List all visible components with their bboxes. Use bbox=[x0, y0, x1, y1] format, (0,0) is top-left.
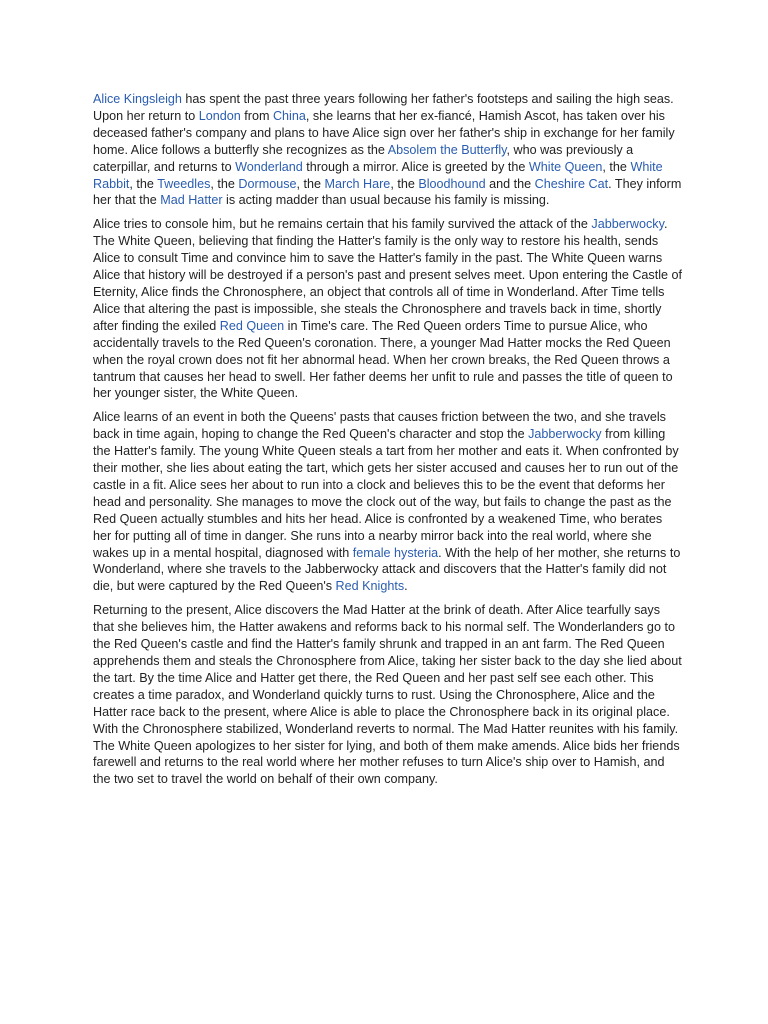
paragraph-text: from bbox=[240, 108, 273, 123]
link-dormouse[interactable]: Dormouse bbox=[238, 176, 297, 191]
paragraph-text: , the bbox=[296, 176, 325, 191]
paragraph-2 bbox=[93, 216, 683, 402]
paragraph-text: is acting madder than usual because his family is missing. bbox=[222, 193, 550, 208]
paragraph-text: . With the help of her mother, she returns to Wonderland, where she travels to the Jabberwocky attack and discovers that the Hatter's family did not die, but were captured by the Red Queen's bbox=[93, 545, 681, 594]
link-jabberwocky[interactable]: Jabberwocky bbox=[528, 427, 602, 442]
paragraph-text: Returning to the present, Alice discovers the Mad Hatter at the brink of death. After Alice tearfully says that she believes him, the Hatter awakens and reforms back to his normal self. The Wonderlanders go to the Red Queen's castle and find the Hatter's family shrunk and trapped in an ant farm. The Red Queen apprehends them and steals the Chronosphere from Alice, taking her sister back to the day she lied about the tart. By the time Alice and Hatter get there, the Red Queen and her past self see each other. This creates a time paradox, and Wonderland quickly turns to rust. Using the Chronosphere, Alice and the Hatter race back to the present, where Alice is able to place the Chronosphere back in its original place. With the Chronosphere stabilized, Wonderland reverts to normal. The Mad Hatter reunites with his family. The White Queen apologizes to her sister for lying, and both of them make amends. Alice bids her friends farewell and returns to the real world where her mother refuses to turn Alice's ship over to Hamish, and the two set to travel the world on behalf of their own company. bbox=[93, 603, 682, 787]
link-march-hare[interactable]: March Hare bbox=[324, 176, 391, 191]
paragraph-text: , the bbox=[390, 176, 419, 191]
link-mad-hatter[interactable]: Mad Hatter bbox=[160, 193, 223, 208]
paragraph-text: , she learns that her ex-fiancé, Hamish Ascot, has taken over his deceased father's company and plans to have Alice sign over her father's ship in exchange for her family home. Alice follows a butterfly she recognizes as the bbox=[93, 108, 675, 157]
paragraph-text: from killing the Hatter's family. The young White Queen steals a tart from her mother and eats it. When confronted by their mother, she lies about eating the tart, which gets her sister accused and causes her to run out of the castle in a fit. Alice sees her about to run into a clock and believes this to be the event that deforms her head and personality. She manages to move the clock out of the way, but fails to change the past as the Red Queen actually stumbles and hits her head. Alice is confronted by a weakened Time, who berates her for putting all of time in danger. She runs into a nearby mirror back into the real world, where she wakes up in a mental hospital, diagnosed with bbox=[93, 427, 679, 560]
link-jabberwocky[interactable]: Jabberwocky bbox=[591, 217, 664, 232]
paragraph-text: Alice learns of an event in both the Queens' pasts that causes friction between the two, and she travels back in time again, hoping to change the Red Queen's character and stop the bbox=[93, 410, 666, 442]
paragraph-text: . The White Queen, believing that finding the Hatter's family is the only way to restore his health, sends Alice to consult Time and convince him to save the Hatter's family in the past. The White Queen warns Alice that history will be destroyed if a person's past and present selves meet. Upon entering the Castle of Eternity, Alice finds the Chronosphere, an object that controls all of time in Wonderland. After Time tells Alice that altering the past is impossible, she steals the Chronosphere and travels back in time, shortly after finding the exiled bbox=[93, 217, 683, 333]
link-tweedles[interactable]: Tweedles bbox=[157, 176, 211, 191]
paragraph-text: . bbox=[404, 579, 408, 594]
paragraph-text: . They inform her that the bbox=[93, 176, 682, 208]
paragraph-text: , the bbox=[602, 159, 631, 174]
paragraph-4 bbox=[93, 602, 683, 788]
paragraph-3 bbox=[93, 409, 683, 595]
link-white-rabbit[interactable]: White Rabbit bbox=[93, 159, 663, 191]
paragraph-text: Alice tries to console him, but he remains certain that his family survived the attack of the bbox=[93, 217, 592, 232]
link-bloodhound[interactable]: Bloodhound bbox=[418, 176, 486, 191]
link-absolem-the-butterfly[interactable]: Absolem the Butterfly bbox=[387, 142, 507, 157]
document-body bbox=[93, 91, 683, 795]
link-cheshire-cat[interactable]: Cheshire Cat bbox=[534, 176, 609, 191]
link-female-hysteria[interactable]: female hysteria bbox=[352, 545, 439, 560]
paragraph-text: , who was previously a caterpillar, and returns to bbox=[93, 142, 634, 174]
link-london[interactable]: London bbox=[198, 108, 241, 123]
link-alice-kingsleigh[interactable]: Alice Kingsleigh bbox=[93, 92, 182, 106]
link-red-queen[interactable]: Red Queen bbox=[219, 318, 285, 333]
paragraph-1 bbox=[93, 91, 683, 209]
paragraph-text: through a mirror. Alice is greeted by the bbox=[302, 159, 529, 174]
link-wonderland[interactable]: Wonderland bbox=[235, 159, 303, 174]
link-china[interactable]: China bbox=[272, 108, 306, 123]
link-red-knights[interactable]: Red Knights bbox=[335, 579, 405, 594]
link-white-queen[interactable]: White Queen bbox=[528, 159, 603, 174]
paragraph-text: has spent the past three years following her father's footsteps and sailing the high seas. Upon her return to bbox=[93, 92, 674, 123]
paragraph-text: , the bbox=[210, 176, 239, 191]
paragraph-text: , the bbox=[129, 176, 158, 191]
paragraph-text: and the bbox=[485, 176, 535, 191]
paragraph-text: in Time's care. The Red Queen orders Time to pursue Alice, who accidentally travels to the Red Queen's coronation. There, a younger Mad Hatter mocks the Red Queen when the royal crown does not fit her abnormal head. When her crown breaks, the Red Queen throws a tantrum that causes her head to swell. Her father deems her unfit to rule and passes the title of queen to her younger sister, the White Queen. bbox=[93, 318, 673, 401]
